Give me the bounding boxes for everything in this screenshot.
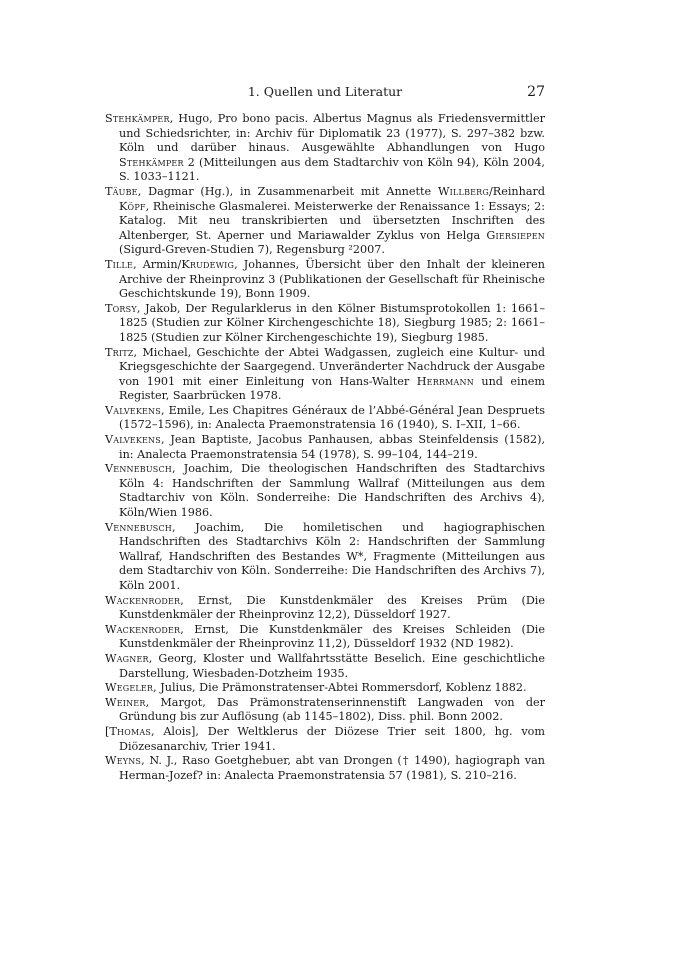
entry-text: , Dagmar (Hg.), in Zusammenarbeit mit Annette xyxy=(137,184,438,198)
running-header xyxy=(105,82,545,102)
entry-author: Weiner xyxy=(105,695,146,709)
entry-name: Giersiepen xyxy=(486,228,545,242)
entry-text: (Sigurd-Greven-Studien 7), Regensburg ²2007. xyxy=(119,243,385,257)
entry-text: /Reinhard xyxy=(489,184,545,198)
entry-author: Vennebusch xyxy=(105,520,172,534)
entry-text: , Margot, Das Prämonstratenserinnenstift Langwaden von der Gründung bis zur Auflösung (ab 1145–1802), Diss. phil. Bonn 2002. xyxy=(119,695,545,724)
entry-name: Stehkämper xyxy=(119,155,184,169)
bibliography-entry xyxy=(105,258,545,302)
entry-author: Vennebusch xyxy=(105,462,172,476)
bibliography-entry xyxy=(105,623,545,652)
bibliography-entry xyxy=(105,652,545,681)
page-number: 27 xyxy=(527,84,545,100)
entry-text: , Ernst, Die Kunstdenkmäler des Kreises Schleiden (Die Kunstdenkmäler der Rheinprovinz 11,2), Düsseldorf 1932 (ND 1982). xyxy=(119,622,545,651)
entry-text: , N. J., Raso Goetghebuer, abt van Drongen († 1490), hagiograph van Herman-Jozef? in: Analecta Praemonstratensia 57 (1981), S. 210–216. xyxy=(119,754,545,782)
entry-text: , Michael, Geschichte der Abtei Wadgassen, zugleich eine Kultur- und Kriegsgeschichte der Saargegend. Unveränderter Nachdruck der Ausgabe von 1901 mit einer Einleitung von Hans-Walter xyxy=(119,345,545,388)
entry-text: , Joachim, Die theologischen Handschriften des Stadtarchivs Köln 4: Handschriften der Sammlung Wallraf (Mitteilungen aus dem Stadtarchiv von Köln. Sonderreihe: Die Handschriften des Archivs 4), Köln/Wien 1986. xyxy=(119,462,545,520)
entry-name: Krudewig xyxy=(181,257,235,271)
bibliography-entry xyxy=(105,462,545,520)
entry-author: Täube xyxy=(105,184,138,198)
entry-text: , Emile, Les Chapitres Généraux de l’Abbé-Général Jean Despruets (1572–1596), in: Analecta Praemonstratensia 16 (1940), S. I–XII, 1–66. xyxy=(119,403,545,432)
bibliography-entry xyxy=(105,346,545,404)
entry-text: , Ernst, Die Kunstdenkmäler des Kreises Prüm (Die Kunstdenkmäler der Rheinprovinz 12,2), Düsseldorf 1927. xyxy=(119,593,545,622)
header-title: 1. Quellen und Literatur xyxy=(247,84,403,99)
entry-author: Wackenroder xyxy=(105,622,181,636)
bibliography-entry xyxy=(105,696,545,725)
entry-text: , Jakob, Der Regularklerus in den Kölner Bistumsprotokollen 1: 1661–1825 (Studien zur Kölner Kirchengeschichte 18), Siegburg 1985; 2: 1661–1825 (Studien zur Kölner Kirchengeschichte 19), Siegburg 1985. xyxy=(119,301,545,344)
entry-author: Tritz xyxy=(105,345,134,359)
entry-author: Wagner xyxy=(105,651,149,665)
entry-text: , Hugo, Pro bono pacis. Albertus Magnus als Friedensvermittler und Schiedsrichter, in: Archiv für Diplomatik 23 (1977), S. 297–382 bzw. Köln und darüber hinaus. Ausgewählte Abhandlungen von Hugo xyxy=(119,112,545,155)
entry-author: Wackenroder xyxy=(105,593,181,607)
entry-text: , Julius, Die Prämonstratenser-Abtei Rommersdorf, Koblenz 1882. xyxy=(153,681,527,695)
entry-text: und einem Register, Saarbrücken 1978. xyxy=(119,374,546,403)
bibliography-entry xyxy=(105,681,545,696)
entry-author: Torsy xyxy=(105,301,137,315)
entry-author: Stehkämper xyxy=(105,112,170,125)
entry-text: , Johannes, Übersicht über den Inhalt der kleineren Archive der Rheinprovinz 3 (Publikationen der Gesellschaft für Rheinische Geschichtskunde 19), Bonn 1909. xyxy=(119,257,545,301)
entry-name: Herrmann xyxy=(416,374,474,388)
bibliography-entry xyxy=(105,754,545,783)
entry-text: , Armin/ xyxy=(133,257,182,271)
entry-author: Weyns xyxy=(105,754,142,768)
entry-author: Valvekens xyxy=(105,433,161,447)
entry-bracket: [ xyxy=(105,724,110,738)
bibliography-entry xyxy=(105,521,545,594)
entry-text: , Joachim, Die homiletischen und hagiographischen Handschriften des Stadtarchivs Köln 2: Handschriften der Sammlung Wallraf, Handschriften des Bestandes W*, Fragmente (Mitteilungen aus dem Stadtarchiv von Köln. Sonderreihe: Die Handschriften des Archivs 7), Köln 2001. xyxy=(119,520,545,592)
bibliography-entry xyxy=(105,725,545,754)
bibliography-entry xyxy=(105,433,545,462)
bibliography-entry xyxy=(105,594,545,623)
entry-text: , Alois], Der Weltklerus der Diözese Trier seit 1800, hg. vom Diözesanarchiv, Trier 1941. xyxy=(119,724,545,753)
entry-text: 2 (Mitteilungen aus dem Stadtarchiv von Köln 94), Köln 2004, S. 1033–1121. xyxy=(119,155,545,184)
entry-name: Willberg xyxy=(437,184,490,198)
entry-author: Thomas xyxy=(109,724,152,738)
entry-author: Valvekens xyxy=(105,403,161,417)
bibliography-entry xyxy=(105,302,545,346)
entry-author: Tille xyxy=(105,257,134,271)
bibliography-entry xyxy=(105,112,545,185)
bibliography-entry xyxy=(105,404,545,433)
entry-text: , Rheinische Glasmalerei. Meisterwerke der Renaissance 1: Essays; 2: Katalog. Mit neu transkribierten und übersetzten Inschriften des Altenberger, St. Aperner und Mariawalder Zyklus von Helga xyxy=(119,199,545,242)
bibliography-list xyxy=(105,112,545,783)
entry-author: Wegeler xyxy=(105,681,154,695)
entry-text: , Georg, Kloster und Wallfahrtsstätte Beselich. Eine geschichtliche Darstellung, Wiesbaden-Dotzheim 1935. xyxy=(119,651,545,680)
entry-text: , Jean Baptiste, Jacobus Panhausen, abbas Steinfeldensis (1582), in: Analecta Praemonstratensia 54 (1978), S. 99–104, 144–219. xyxy=(119,433,545,461)
bibliography-entry xyxy=(105,185,545,258)
entry-name: Köpf xyxy=(119,199,146,213)
